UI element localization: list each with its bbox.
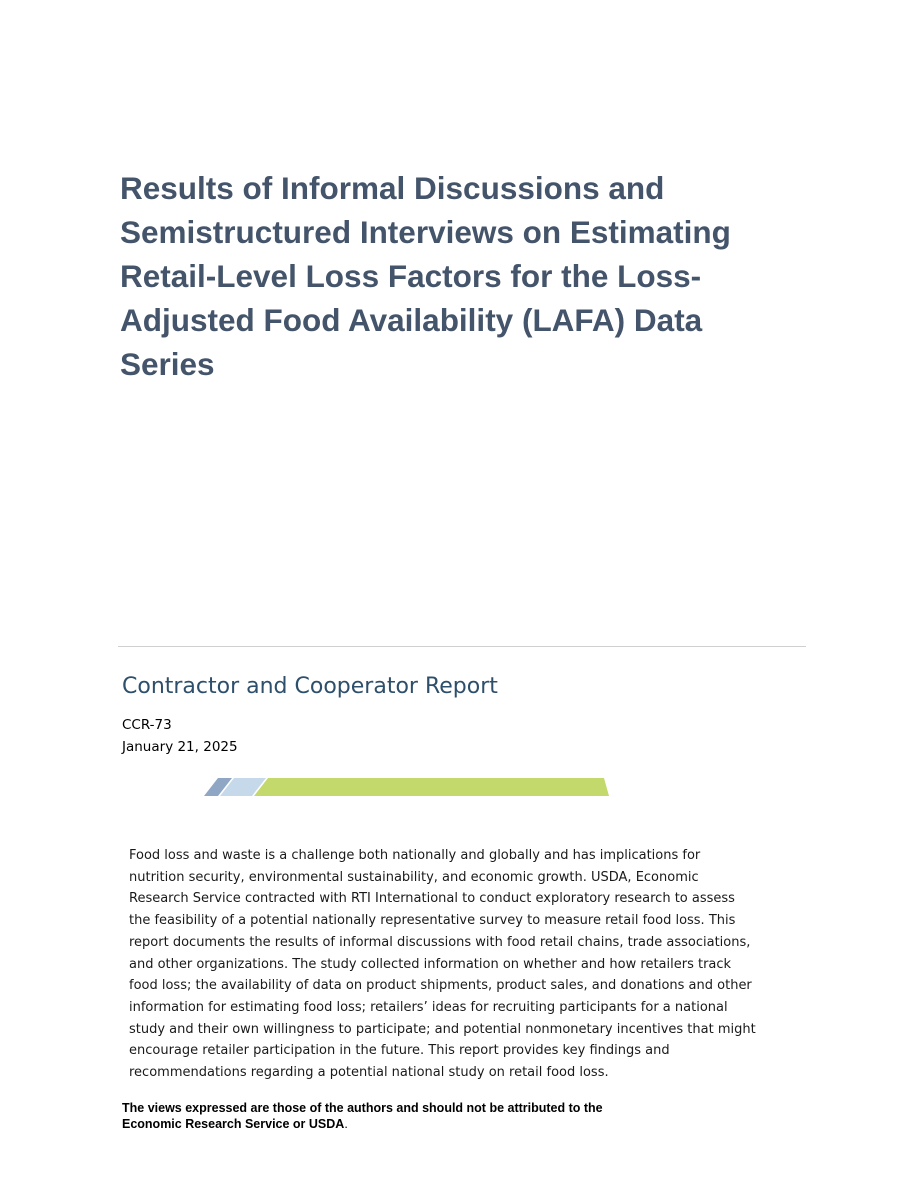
report-title-line: Adjusted Food Availability (LAFA) Data [120, 302, 703, 338]
report-title-line: Series [120, 346, 215, 382]
abstract-paragraph [129, 845, 829, 1084]
abstract-line: Food loss and waste is a challenge both nationally and globally and has implications for [129, 848, 701, 863]
report-title-line: Semistructured Interviews on Estimating [120, 214, 731, 250]
disclaimer-line [122, 1116, 603, 1132]
abstract-line: report documents the results of informal discussions with food retail chains, trade associations, [129, 934, 751, 950]
disclaimer-period: . [344, 1117, 348, 1131]
report-title-line: Results of Informal Discussions and [120, 170, 665, 206]
abstract-line: study and their own willingness to participate; and potential nonmonetary incentives that might [129, 1021, 756, 1037]
report-title [120, 166, 820, 386]
banner-green-segment [254, 778, 609, 796]
abstract-line: information for estimating food loss; retailers’ ideas for recruiting participants for a national [129, 999, 728, 1015]
abstract-line: the feasibility of a potential nationally representative survey to measure retail food loss. This [129, 913, 736, 929]
report-number: CCR-73 [122, 717, 172, 733]
disclaimer-line-text: Economic Research Service or USDA [122, 1117, 345, 1131]
report-date: January 21, 2025 [122, 739, 238, 755]
abstract-line: food loss; the availability of data on product shipments, product sales, and donations and other [129, 978, 752, 994]
abstract-line: nutrition security, environmental sustainability, and economic growth. USDA, Economic [129, 869, 699, 885]
horizontal-divider [118, 646, 806, 647]
disclaimer-line: The views expressed are those of the authors and should not be attributed to the [122, 1101, 603, 1115]
abstract-line: and other organizations. The study collected information on whether and how retailers track [129, 956, 732, 972]
report-series-name: Contractor and Cooperator Report [122, 674, 498, 699]
abstract-line: recommendations regarding a potential national study on retail food loss. [129, 1065, 609, 1081]
color-banner-graphic [204, 778, 610, 798]
abstract-line: Research Service contracted with RTI International to conduct exploratory research to assess [129, 891, 735, 907]
report-title-line: Retail-Level Loss Factors for the Loss- [120, 258, 702, 294]
report-meta [122, 714, 238, 758]
abstract-line: encourage retailer participation in the future. This report provides key findings and [129, 1043, 670, 1059]
disclaimer [122, 1100, 603, 1132]
